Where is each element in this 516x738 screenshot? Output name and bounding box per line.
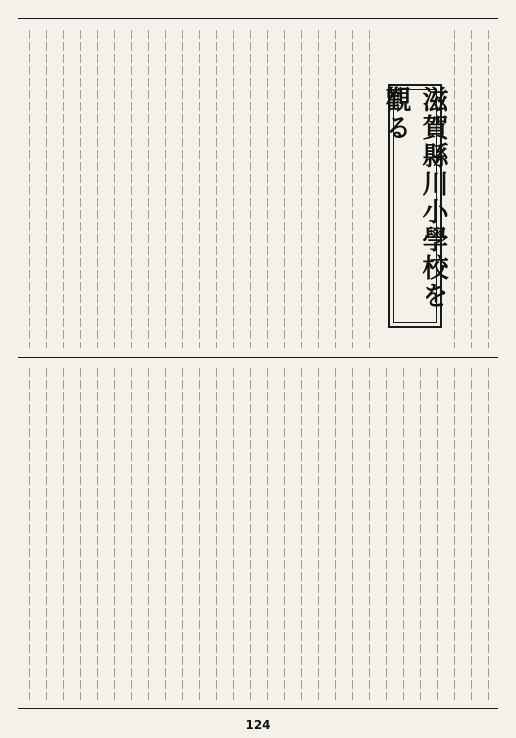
- text-column: [318, 368, 319, 700]
- text-column: [437, 368, 438, 700]
- text-column: [97, 30, 98, 348]
- text-column: [29, 30, 30, 348]
- text-column: [335, 368, 336, 700]
- text-column: [97, 368, 98, 700]
- text-column: [471, 30, 472, 348]
- text-column: [80, 30, 81, 348]
- text-column: [182, 30, 183, 348]
- text-column: [352, 368, 353, 700]
- text-column: [352, 30, 353, 348]
- text-column: [165, 30, 166, 348]
- page-number: 124: [245, 718, 271, 732]
- text-column: [250, 368, 251, 700]
- article-title-box: [381, 84, 448, 328]
- text-column: [301, 30, 302, 348]
- text-column: [46, 368, 47, 700]
- text-column: [369, 368, 370, 700]
- text-column: [29, 368, 30, 700]
- text-column: [63, 368, 64, 700]
- text-column: [80, 368, 81, 700]
- text-column: [199, 30, 200, 348]
- text-column: [420, 368, 421, 700]
- text-column: [301, 368, 302, 700]
- text-column: [182, 368, 183, 700]
- text-column: [114, 30, 115, 348]
- text-column: [471, 368, 472, 700]
- middle-divider: [18, 357, 498, 358]
- top-divider: [18, 18, 498, 19]
- text-column: [284, 368, 285, 700]
- text-column: [148, 368, 149, 700]
- text-column: [369, 30, 370, 348]
- text-column: [250, 30, 251, 348]
- text-column: [165, 368, 166, 700]
- text-column: [114, 368, 115, 700]
- text-column: [148, 30, 149, 348]
- text-column: [284, 30, 285, 348]
- text-column: [488, 368, 489, 700]
- text-column: [233, 368, 234, 700]
- text-column: [63, 30, 64, 348]
- text-column: [216, 368, 217, 700]
- text-column: [454, 30, 455, 348]
- text-column: [318, 30, 319, 348]
- text-column: [403, 368, 404, 700]
- text-column: [488, 30, 489, 348]
- text-column: [233, 30, 234, 348]
- text-column: [454, 368, 455, 700]
- text-column: [267, 368, 268, 700]
- bottom-divider: [18, 708, 498, 709]
- text-column: [267, 30, 268, 348]
- text-column: [131, 368, 132, 700]
- text-column: [386, 368, 387, 700]
- text-column: [216, 30, 217, 348]
- text-column: [335, 30, 336, 348]
- article-title: 滋賀縣川小學校を觀る: [381, 86, 448, 310]
- text-column: [199, 368, 200, 700]
- text-column: [131, 30, 132, 348]
- text-column: [46, 30, 47, 348]
